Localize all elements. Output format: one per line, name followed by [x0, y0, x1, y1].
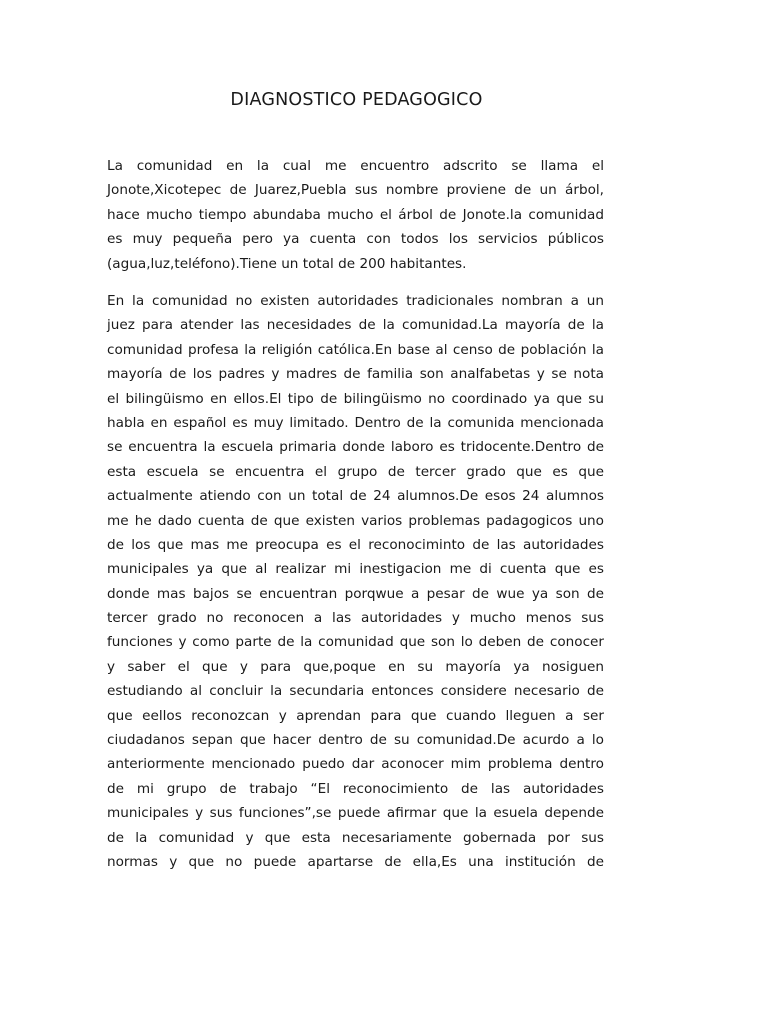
text-line: de la comunidad y que esta necesariamente gobernada por sus	[107, 829, 604, 846]
text-line: normas y que no puede apartarse de ella,Es una institución de	[107, 853, 604, 870]
text-line: de mi grupo de trabajo “El reconocimiento de las autoridades	[107, 780, 604, 797]
text-line: es muy pequeña pero ya cuenta con todos los servicios públicos	[107, 231, 604, 248]
text-line: En la comunidad no existen autoridades tradicionales nombran a un	[107, 293, 604, 309]
text-line: estudiando al concluir la secundaria entonces considere necesario de	[107, 683, 604, 700]
text-line: La comunidad en la cual me encuentro adscrito se llama el	[107, 158, 604, 174]
text-line: y saber el que y para que,poque en su mayoría ya nosiguen	[107, 658, 604, 675]
paragraph-1	[107, 154, 604, 276]
text-line: se encuentra la escuela primaria donde laboro es tridocente.Dentro de	[107, 439, 604, 456]
text-line: donde mas bajos se encuentran porqwue a pesar de wue ya son de	[107, 585, 604, 602]
text-line: actualmente atiendo con un total de 24 alumnos.De esos 24 alumnos	[107, 488, 604, 505]
text-line: comunidad profesa la religión católica.En base al censo de población la	[107, 341, 604, 358]
paragraph-2	[107, 289, 604, 874]
document-title: DIAGNOSTICO PEDAGOGICO	[230, 90, 483, 110]
text-line: municipales ya que al realizar mi inestigacion me di cuenta que es	[107, 561, 604, 578]
text-line: que eellos reconozcan y aprendan para que cuando lleguen a ser	[107, 707, 604, 724]
text-line: de los que mas me preocupa es el reconocimintо de las autoridades	[107, 536, 604, 553]
text-line: mayoría de los padres y madres de familia son analfabetas y se nota	[107, 366, 604, 383]
text-line: tercer grado no reconocen a las autoridades y mucho menos sus	[107, 610, 604, 627]
text-line: hace mucho tiempo abundaba mucho el árbol de Jonote.la comunidad	[107, 206, 604, 223]
text-line: ciudadanos sepan que hacer dentro de su comunidad.De acurdo a lo	[107, 732, 604, 749]
text-line: municipales y sus funciones”,se puede afirmar que la esuela depende	[107, 805, 604, 822]
text-line: el bilingüismo en ellos.El tipo de bilingüismo no coordinado ya que su	[107, 390, 604, 407]
text-line: (agua,luz,teléfono).Tiene un total de 200 habitantes.	[107, 255, 467, 272]
text-line: anteriormente mencionado puedo dar aconocer mim problema dentro	[107, 756, 604, 773]
text-line: me he dado cuenta de que existen varios problemas padagogicos uno	[107, 512, 604, 529]
text-line: esta escuela se encuentra el grupo de tercer grado que es que	[107, 463, 604, 480]
text-line: funciones y como parte de la comunidad que son lo deben de conocer	[107, 634, 604, 651]
text-line: habla en español es muy limitado. Dentro de la comunida mencionada	[107, 414, 604, 431]
text-line: Jonote,Xicotepec de Juarez,Puebla sus nombre proviene de un árbol,	[107, 182, 604, 199]
text-line: juez para atender las necesidades de la comunidad.La mayoría de la	[107, 317, 604, 334]
